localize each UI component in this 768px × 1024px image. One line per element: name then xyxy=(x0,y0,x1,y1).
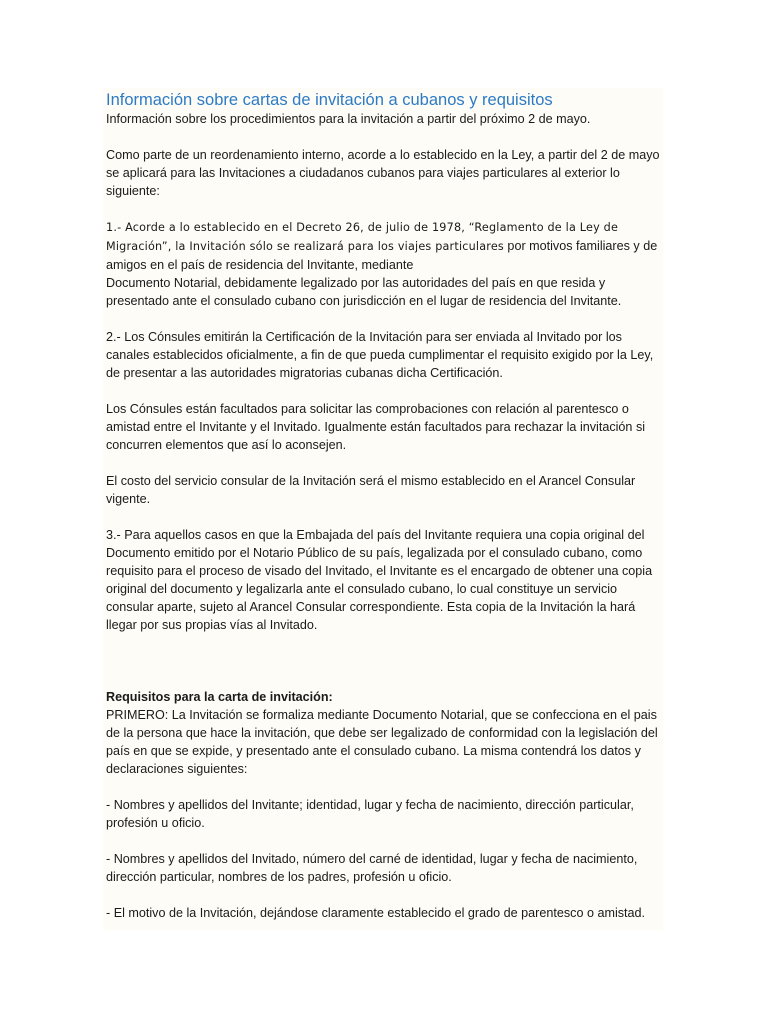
requirements-heading: Requisitos para la carta de invitación: xyxy=(106,690,333,704)
paragraph-2-line-4: Documento Notarial, debidamente legalizado por las autoridades del país en que resida y presentado ante el consulado cubano con jurisdicción en el lugar de residencia del Invitante. xyxy=(106,276,622,308)
paragraph-2-line-2-rest: por motivos familiares y de xyxy=(503,239,658,253)
intro-paragraph: Información sobre los procedimientos para la invitación a partir del próximo 2 de mayo. xyxy=(106,112,591,126)
requirement-item-1: - Nombres y apellidos del Invitante; identidad, lugar y fecha de nacimiento, dirección particular, profesión u oficio. xyxy=(106,798,634,830)
document-body xyxy=(106,90,662,922)
paragraph-2-line-1: 1.- Acorde a lo establecido en el Decreto 26, de julio de 1978, “Reglamento de la Ley de xyxy=(106,221,619,234)
paragraph-6: 3.- Para aquellos casos en que la Embajada del país del Invitante requiera una copia original del Documento emitido por el Notario Público de su país, legalizada por el consulado cubano, como requisito para el proceso de visado del Invitado, el Invitante es el encargado de obtener una copia original del documento y legalizarla ante el consulado cubano, lo cual constituye un servicio consular aparte, sujeto al Arancel Consular correspondiente. Esta copia de la Invitación la hará llegar por sus propias vías al Invitado. xyxy=(106,528,653,632)
paragraph-4: Los Cónsules están facultados para solicitar las comprobaciones con relación al parentesco o amistad entre el Invitante y el Invitado. Igualmente están facultados para rechazar la invitación si concurren elementos que así lo aconsejen. xyxy=(106,402,646,452)
document-title: Información sobre cartas de invitación a cubanos y requisitos xyxy=(106,91,553,109)
paragraph-2-line-3: amigos en el país de residencia del Invitante, mediante xyxy=(106,258,414,272)
paragraph-5: El costo del servicio consular de la Invitación será el mismo establecido en el Arancel Consular vigente. xyxy=(106,474,636,506)
requirement-item-2: - Nombres y apellidos del Invitado, número del carné de identidad, lugar y fecha de nacimiento, dirección particular, nombres de los padres, profesión u oficio. xyxy=(106,852,638,884)
paragraph-1: Como parte de un reordenamiento interno, acorde a lo establecido en la Ley, a partir del 2 de mayo se aplicará para las Invitaciones a ciudadanos cubanos para viajes particulares al exterior lo siguiente: xyxy=(106,148,660,198)
paragraph-3: 2.- Los Cónsules emitirán la Certificación de la Invitación para ser enviada al Invitado por los canales establecidos oficialmente, a fin de que pueda cumplimentar el requisito exigido por la Ley, de presentar a las autoridades migratorias cubanas dicha Certificación. xyxy=(106,330,654,380)
requirements-paragraph: PRIMERO: La Invitación se formaliza mediante Documento Notarial, que se confecciona en el pais de la persona que hace la invitación, que debe ser legalizado de conformidad con la legislación del país en que se expide, y presentado ante el consulado cubano. La misma contendrá los datos y declaraciones siguientes: xyxy=(106,708,658,776)
paragraph-2-line-2-narrow: Migración”, la Invitación sólo se realizará para los viajes particulares xyxy=(106,240,504,253)
paragraph-2 xyxy=(106,218,662,310)
requirement-item-3: - El motivo de la Invitación, dejándose claramente establecido el grado de parentesco o amistad. xyxy=(106,906,646,920)
